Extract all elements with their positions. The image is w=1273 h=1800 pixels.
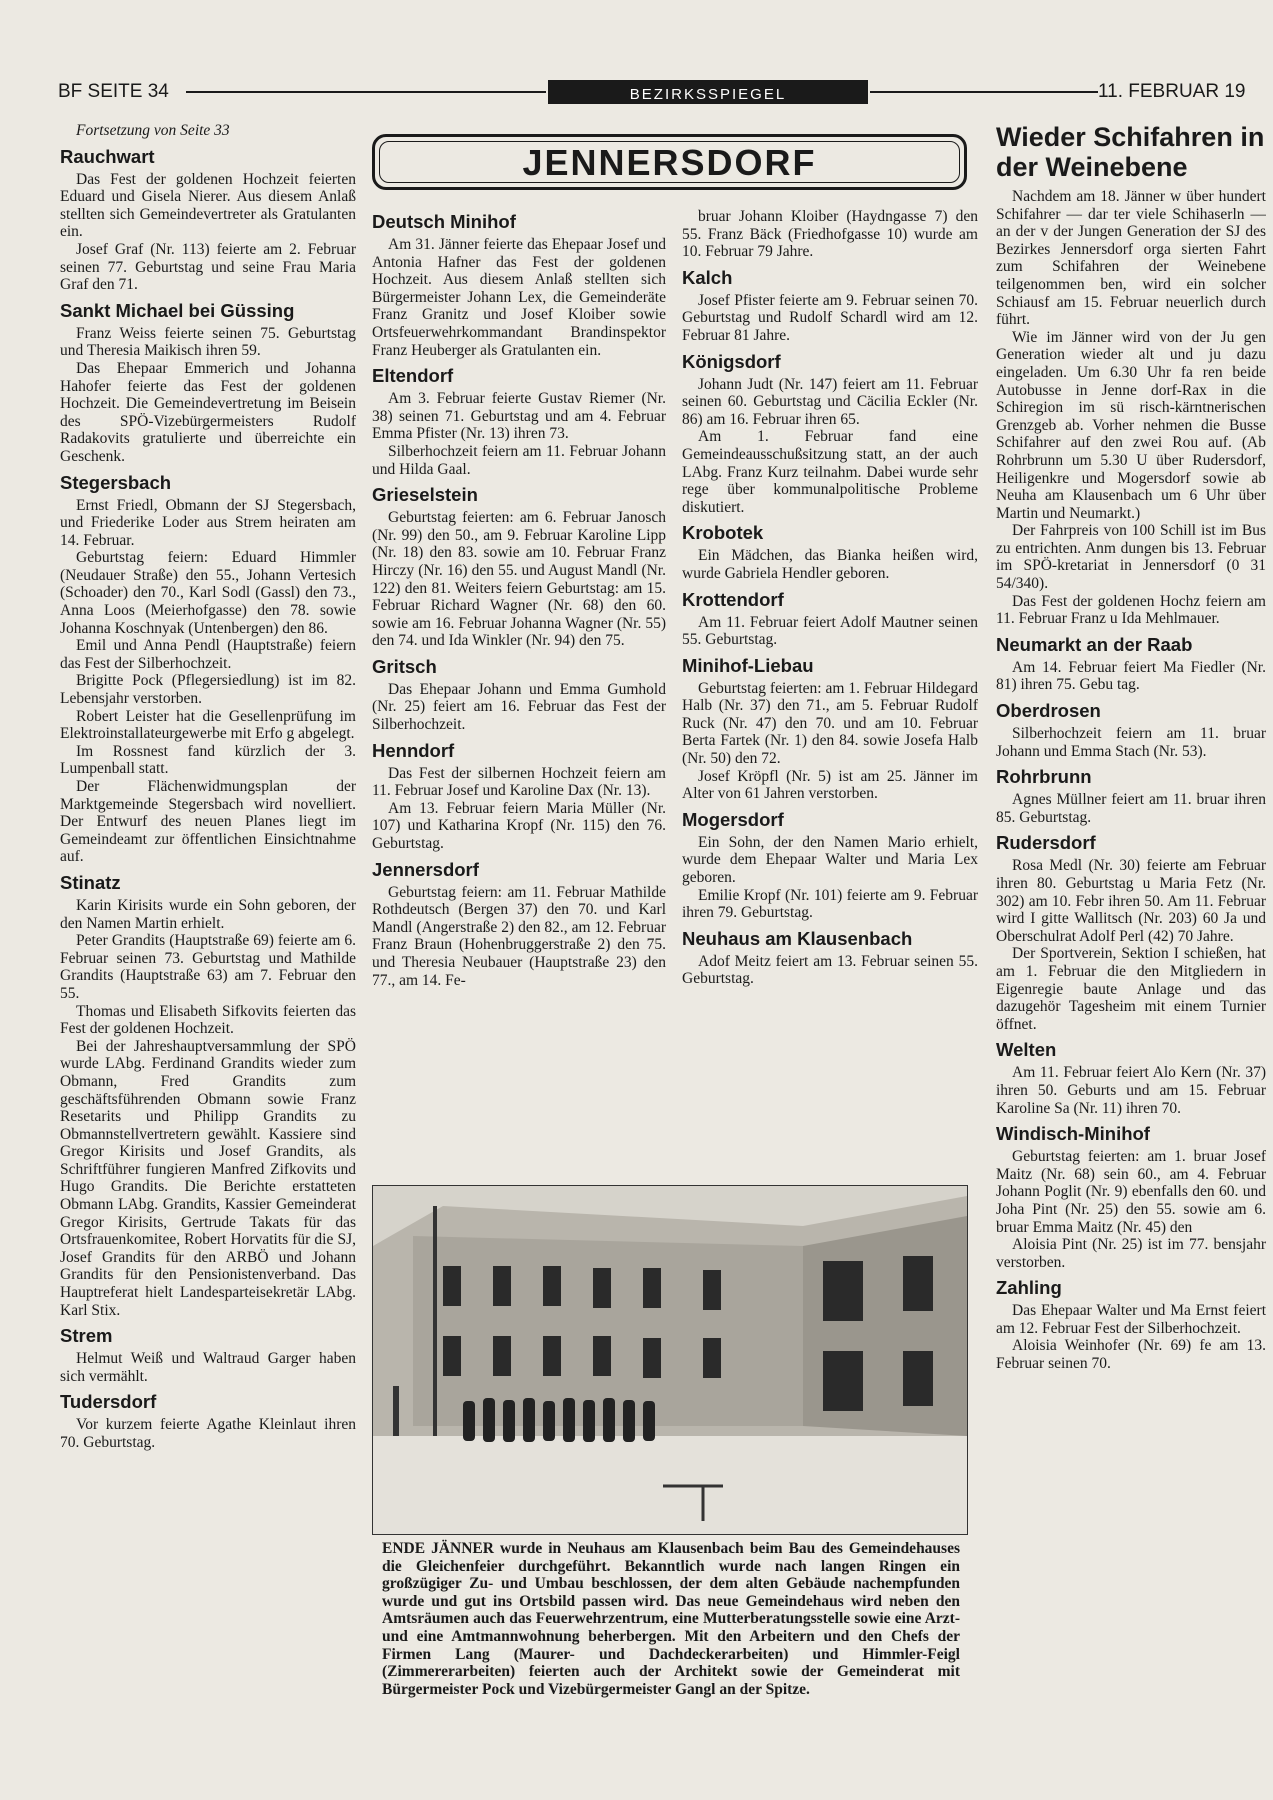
article-title-schifahren: Wieder Schifahren in der Weinebene [996, 122, 1265, 182]
article-paragraph: Silberhochzeit feiern am 11. Februar Johann und Hilda Gaal. [372, 442, 666, 478]
article-paragraph: Ein Mädchen, das Bianka heißen wird, wurde Gabriela Hendler geboren. [682, 547, 978, 582]
article-paragraph: Johann Judt (Nr. 147) feiert am 11. Februar seinen 60. Geburtstag und Cäcilia Eckler (Nr. 86) am 16. Februar ihren 65. [682, 375, 978, 428]
place-heading: Grieselstein [372, 484, 478, 506]
article-paragraph: Das Ehepaar Walter und Ma Ernst feiert am 12. Februar Fest der Silberhochzeit. [996, 1302, 1266, 1337]
page-number: BF SEITE 34 [58, 81, 169, 102]
header-rule-right [870, 91, 1098, 93]
column-1 [60, 122, 356, 1762]
header-rule-left [186, 91, 546, 93]
place-heading: Deutsch Minihof [372, 211, 516, 232]
banner-title: JENNERSDORF [522, 142, 817, 183]
jennersdorf-banner [372, 134, 967, 190]
article-paragraph: Robert Leister hat die Gesellenprüfung im Elektroinstallateurgewerbe mit Erfo g abgelegt. [60, 707, 356, 743]
place-heading: Windisch-Minihof [996, 1123, 1150, 1145]
article-paragraph: Am 3. Februar feierte Gustav Riemer (Nr. 38) seinen 71. Geburtstag und am 4. Februar Emma Pfister (Nr. 13) ihren 73. [372, 390, 666, 443]
place-heading: Stegersbach [60, 471, 172, 493]
place-heading: Jennersdorf [372, 858, 479, 880]
article-paragraph: Wie im Jänner wird von der Ju gen Generation wieder alt und ju dazu eingeladen. Um 6.30 Uhr fa ren beide Autobusse in Jenne dorf-Rax in die Schiregion im sü risch-kärntnerischen Grenzgeb ab. Vorher nehmen die Busse Schifahrer auf den zwei Rou auf. (Ab Rohrbrunn um 5.30 U über Rudersdorf, Heiligenkre und Mogersdorf sowie ab Neuha am Klausenbach um 6 Uhr über Martin und Neumarkt.) [996, 328, 1266, 522]
place-heading: Strem [60, 1325, 113, 1347]
article-paragraph: Adof Meitz feiert am 13. Februar seinen 55. Geburtstag. [682, 952, 978, 988]
construction-photo [372, 1185, 968, 1535]
issue-date: 11. FEBRUAR 19 [1098, 81, 1246, 102]
article-paragraph: Das Ehepaar Johann und Emma Gumhold (Nr. 25) feiert am 16. Februar das Fest der Silberhochzeit. [372, 680, 666, 734]
place-heading: Gritsch [372, 655, 437, 677]
article-paragraph: Josef Kröpfl (Nr. 5) ist am 25. Jänner im Alter von 61 Jahren verstorben. [682, 767, 978, 803]
place-heading: Oberdrosen [996, 700, 1101, 722]
place-heading: Rauchwart [60, 145, 155, 167]
article-paragraph: Bei der Jahreshauptversammlung der SPÖ wurde LAbg. Ferdinand Grandits wieder zum Obmann, Fred Grandits zum geschäftsführenden Obmann sowie Franz Resetarits und Philipp Grandits zu Obmannstellvertretern gewählt. Kassiere sind Gregor Kirisits und Josef Grandits, als Schriftführer fungieren Manfred Zifkovits und Hugo Grandits. Die Berichte erstatteten Obmann LAbg. Grandits, Kassier Gemeinderat Gregor Kirisits, Gertrude Takats für das Ortsfrauenkomitee, Robert Horvatits für die SJ, Josef Grandits für den ARBÖ und Johann Grandits für den Pensionistenverband. Das Hauptreferat hielt Landesparteisekretär LAbg. Karl Stix. [60, 1037, 356, 1319]
building-image [373, 1186, 967, 1534]
column-3 [682, 208, 978, 1178]
article-paragraph: Das Fest der goldenen Hochzeit feierten Eduard und Gisela Nierer. Aus diesem Anlaß stellten sich Gemeindevertreter als Gratulanten ein. [60, 170, 356, 241]
article-paragraph: Im Rossnest fand kürzlich der 3. Lumpenball statt. [60, 742, 356, 778]
article-paragraph: Josef Graf (Nr. 113) feierte am 2. Februar seinen 77. Geburtstag und seine Frau Maria Graf den 71. [60, 240, 356, 294]
article-paragraph: Aloisia Pint (Nr. 25) ist im 77. bensjahr verstorben. [996, 1236, 1266, 1271]
article-paragraph: Franz Weiss feierte seinen 75. Geburtstag und Theresia Maikisch ihren 59. [60, 324, 356, 360]
article-paragraph: Das Fest der goldenen Hochz feiern am 11. Februar Franz u Ida Mehlmauer. [996, 592, 1266, 628]
place-heading: Rudersdorf [996, 832, 1096, 854]
section-label: BEZIRKSSPIEGEL [548, 80, 868, 104]
column-2 [372, 205, 666, 1177]
article-paragraph: bruar Johann Kloiber (Haydngasse 7) den 55. Franz Bäck (Friedhofgasse 10) wurde am 10. Februar 79 Jahre. [682, 208, 978, 261]
article-paragraph: Am 11. Februar feiert Alo Kern (Nr. 37) ihren 50. Geburts und am 15. Februar Karoline Sa (Nr. 11) ihren 70. [996, 1064, 1266, 1117]
place-heading: Eltendorf [372, 365, 454, 387]
article-paragraph: Brigitte Pock (Pflegersiedlung) ist im 82. Lebensjahr verstorben. [60, 672, 356, 708]
place-heading: Rohrbrunn [996, 766, 1092, 788]
place-heading: Krobotek [682, 522, 764, 544]
place-heading: Neumarkt an der Raab [996, 633, 1193, 655]
article-paragraph: Geburtstag feiern: am 11. Februar Mathilde Rothdeutsch (Bergen 37) den 70. und Karl Mandl (Angerstraße 2) den 82., am 12. Februar Franz Braun (Hohenbruggerstraße 2) den 75. und Theresia Neubauer (Hauptstraße 23) den 77., am 14. Fe- [372, 883, 666, 989]
place-heading: Zahling [996, 1277, 1062, 1299]
article-paragraph: Ein Sohn, der den Namen Mario erhielt, wurde dem Ehepaar Walter und Maria Lex geboren. [682, 833, 978, 887]
column-4 [996, 122, 1266, 1762]
article-paragraph: Geburtstag feierten: am 1. bruar Josef Maitz (Nr. 68) sein 60., am 4. Februar Johann Poglit (Nr. 9) ebenfalls den 60. und Joha Pint (Nr. 25) den 55. sowie am 6. bruar Emma Maitz (Nr. 45) den [996, 1148, 1266, 1236]
photo-caption: ENDE JÄNNER wurde in Neuhaus am Klausenbach beim Bau des Gemeindehauses die Gleichenfeier durchgeführt. Bekanntlich wurde nach langen Ringen ein großzügiger Zu- und Umbau beschlossen, der dem alten Gebäude nachempfunden wurde und gut ins Ortsbild passen wird. Das neue Gemeindehaus wird neben den Amtsräumen auch das Feuerwehrzentrum, eine Mutterberatungsstelle sowie eine Arzt- und eine Amtmannwohnung beherbergen. Mit den Arbeitern und den Chefs der Firmen Lang (Maurer- und Dachdeckerarbeiten) und Himmler-Feigl (Zimmererarbeiten) feierten auch der Architekt sowie der Gemeinderat mit Bürgermeister Pock und Vizebürgermeister Gangl an der Spitze. [382, 1540, 960, 1698]
article-paragraph: Ernst Friedl, Obmann der SJ Stegersbach, und Friederike Loder aus Strem heiraten am 14. Februar. [60, 496, 356, 549]
place-heading: Sankt Michael bei Güssing [60, 299, 295, 321]
place-heading: Königsdorf [682, 350, 781, 372]
place-heading: Henndorf [372, 739, 455, 761]
article-paragraph: Geburtstag feiern: Eduard Himmler (Neudauer Straße) den 55., Johann Vertesich (Schoader) den 70., Karl Sodl (Gassl) den 73., Anna Loos (Meierhofgasse) den 78. sowie Johanna Koschnyak (Untenbergen) den 86. [60, 549, 356, 637]
place-heading: Neuhaus am Klausenbach [682, 927, 913, 949]
article-paragraph: Emil und Anna Pendl (Hauptstraße) feiern das Fest der Silberhochzeit. [60, 637, 356, 672]
article-paragraph: Nachdem am 18. Jänner w über hundert Schifahrer — dar ter viele Schihaserln — an der v der Jungen Generation der SJ des Bezirkes Jennersdorf orga sierten Fahrt zum Schifahren der Weinebene teilgenommen ben, wird ein solcher Schiausf am 15. Februar neuerlich durch führt. [996, 188, 1266, 329]
article-paragraph: Am 11. Februar feiert Adolf Mautner seinen 55. Geburtstag. [682, 613, 978, 649]
article-paragraph: Geburtstag feierten: am 1. Februar Hildegard Halb (Nr. 37) den 71., am 5. Februar Rudolf Ruck (Nr. 47) den 70. und am 10. Februar Berta Fartek (Nr. 1) den 84. sowie Josefa Halb (Nr. 50) den 72. [682, 679, 978, 768]
article-paragraph: Am 13. Februar feiern Maria Müller (Nr. 107) und Katharina Kropf (Nr. 115) den 76. Geburtstag. [372, 799, 666, 853]
article-paragraph: Das Ehepaar Emmerich und Johanna Hahofer feierte das Fest der goldenen Hochzeit. Die Gemeindevertretung im Beisein des SPÖ-Vizebürgermeisters Rudolf Radakovits gratulierte und überreichte ein Geschenk. [60, 359, 356, 465]
article-paragraph: Silberhochzeit feiern am 11. bruar Johann und Emma Stach (Nr. 53). [996, 725, 1266, 760]
place-heading: Minihof-Liebau [682, 654, 814, 676]
article-paragraph: Am 14. Februar feiert Ma Fiedler (Nr. 81) ihren 75. Gebu tag. [996, 658, 1266, 694]
place-heading: Mogersdorf [682, 808, 784, 830]
article-paragraph: Der Sportverein, Sektion I schießen, hat am 1. Februar die den Mitgliedern in Eigenregie baute Anlage und das dazugehör Tagesheim mit einem Turnier öffnet. [996, 945, 1266, 1033]
article-paragraph: Peter Grandits (Hauptstraße 69) feierte am 6. Februar seinen 73. Geburtstag und Mathilde Grandits (Hauptstraße 63) am 7. Februar den 55. [60, 932, 356, 1002]
place-heading: Tudersdorf [60, 1391, 157, 1413]
article-paragraph: Vor kurzem feierte Agathe Kleinlaut ihren 70. Geburtstag. [60, 1416, 356, 1451]
article-paragraph: Thomas und Elisabeth Sifkovits feierten das Fest der goldenen Hochzeit. [60, 1002, 356, 1038]
article-paragraph: Am 1. Februar fand eine Gemeindeausschußsitzung statt, an der auch LAbg. Franz Kurz teilnahm. Dabei wurde sehr rege über kommunalpolitische Probleme diskutiert. [682, 428, 978, 516]
article-paragraph: Der Fahrpreis von 100 Schill ist im Bus zu entrichten. Anm dungen bis 13. Februar im SPÖ-kretariat in Jennersdorf (0 31 54/340). [996, 522, 1266, 593]
page-header [58, 80, 1273, 108]
article-paragraph: Der Flächenwidmungsplan der Marktgemeinde Stegersbach wird novelliert. Der Entwurf des neuen Planes liegt im Gemeindeamt zur öffentlichen Einsichtnahme auf. [60, 778, 356, 866]
place-heading: Stinatz [60, 871, 121, 893]
continuation-note: Fortsetzung von Seite 33 [76, 122, 230, 139]
article-paragraph: Geburtstag feierten: am 6. Februar Janosch (Nr. 99) den 50., am 9. Februar Karoline Lipp (Nr. 18) den 83. sowie am 10. Februar Franz Hirczy (Nr. 16) den 55. und August Mandl (Nr. 122) den 81. Weiters feiern Geburtstag: am 15. Februar Richard Wagner (Nr. 68) den 60. sowie am 16. Februar Johanna Wagner (Nr. 55) den 74. und Ida Winkler (Nr. 94) den 75. [372, 509, 666, 650]
article-paragraph: Emilie Kropf (Nr. 101) feierte am 9. Februar ihren 79. Geburtstag. [682, 886, 978, 922]
article-paragraph: Rosa Medl (Nr. 30) feierte am Februar ihren 80. Geburtstag u Maria Fetz (Nr. 302) am 10. Febr ihren 50. Am 11. Februar wird I gitte Wallitsch (Nr. 203) 60 Ja und Oberschulrat Adolf Perl (42) 70 Jahre. [996, 857, 1266, 945]
article-paragraph: Agnes Müllner feiert am 11. bruar ihren 85. Geburtstag. [996, 791, 1266, 826]
place-heading: Krottendorf [682, 588, 784, 610]
article-paragraph: Josef Pfister feierte am 9. Februar seinen 70. Geburtstag und Rudolf Schardl wird am 12. Februar 81 Jahre. [682, 291, 978, 344]
article-paragraph: Am 31. Jänner feierte das Ehepaar Josef und Antonia Hafner das Fest der goldenen Hochzeit. Aus diesem Anlaß stellten sich Bürgermeister Johann Lex, die Gemeinderäte Franz Granitz und Josef Kloiber sowie Ortsfeuerwehrkommandant Brandinspektor Franz Heuberger als Gratulanten ein. [372, 236, 666, 359]
article-paragraph: Das Fest der silbernen Hochzeit feiern am 11. Februar Josef und Karoline Dax (Nr. 13). [372, 764, 666, 800]
place-heading: Kalch [682, 266, 733, 288]
article-paragraph: Helmut Weiß und Waltraud Garger haben sich vermählt. [60, 1350, 356, 1385]
place-heading: Welten [996, 1039, 1057, 1061]
article-paragraph: Karin Kirisits wurde ein Sohn geboren, der den Namen Martin erhielt. [60, 896, 356, 932]
article-paragraph: Aloisia Weinhofer (Nr. 69) fe am 13. Februar seinen 70. [996, 1337, 1266, 1373]
